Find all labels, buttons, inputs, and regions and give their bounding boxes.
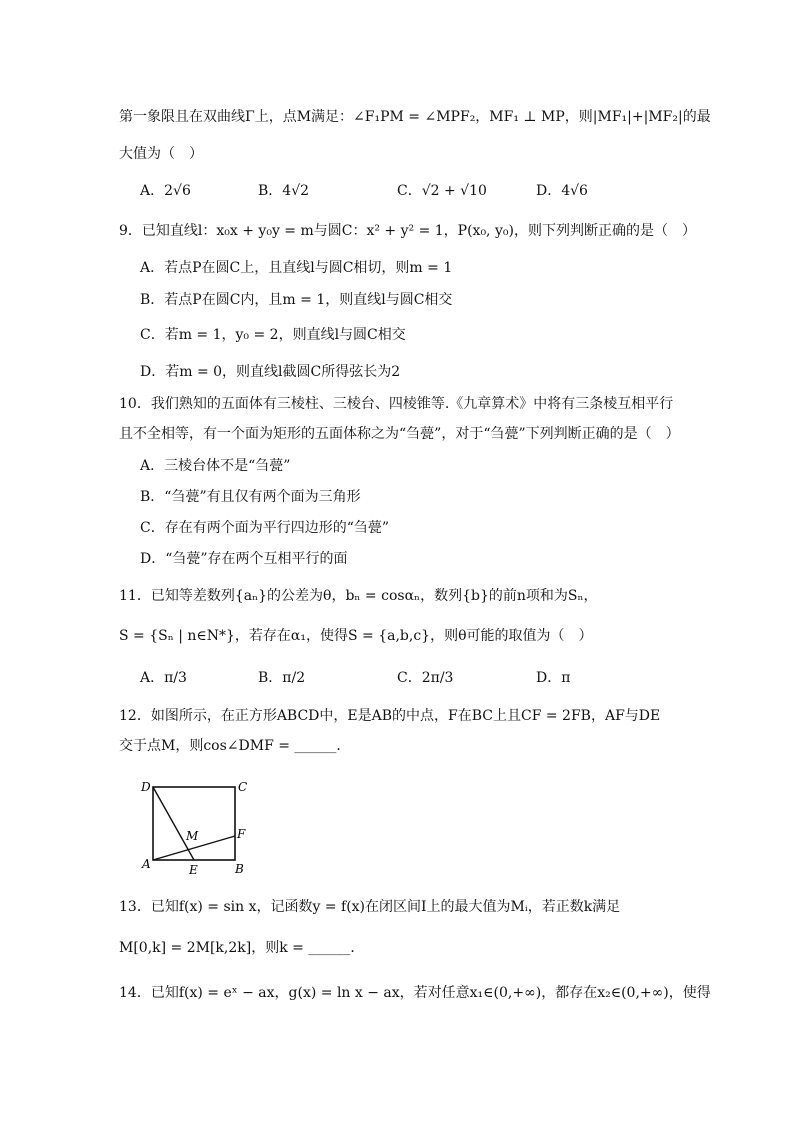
q11-option-a: A．π/3 xyxy=(140,670,187,686)
q9-option-b: B．若点P在圆C内，且m = 1，则直线l与圆C相交 xyxy=(140,292,453,308)
q11-option-c: C．2π/3 xyxy=(397,670,454,686)
q8-option-d: D．4√6 xyxy=(536,183,588,199)
q12-stem-2: 交于点M，则cos∠DMF = ______． xyxy=(119,738,351,754)
label-d: D xyxy=(141,780,151,794)
q10-option-d: D．“刍甍”存在两个互相平行的面 xyxy=(140,551,348,567)
q14-stem-1: 14．已知f(x) = eˣ − ax，g(x) = ln x − ax，若对任意x₁∈(0,+∞)，都存在x₂∈(0,+∞)，使得 xyxy=(119,985,711,1001)
q9-option-c: C．若m = 1，y₀ = 2，则直线l与圆C相交 xyxy=(140,327,406,343)
q11-option-b: B．π/2 xyxy=(258,670,306,686)
q9-option-a: A．若点P在圆C上，且直线l与圆C相切，则m = 1 xyxy=(140,260,453,276)
q11-stem-2: S = {Sₙ | n∈N*}，若存在α₁，使得S = {a,b,c}，则θ可能的取值为（ ） xyxy=(119,628,593,644)
label-m: M xyxy=(186,829,199,843)
square-abcd xyxy=(153,787,235,860)
q8-stem-end: 大值为（ ） xyxy=(119,146,203,162)
q12-stem-1: 12．如图所示，在正方形ABCD中，E是AB的中点，F在BC上且CF = 2FB，AF与DE xyxy=(119,708,661,724)
q8-stem-cont: 第一象限且在双曲线Γ上，点M满足：∠F₁PM = ∠MPF₂，MF₁ ⊥ MP，则|MF₁|+|MF₂|的最 xyxy=(119,109,711,125)
square-figure xyxy=(138,776,258,878)
segment-de xyxy=(153,787,194,860)
q13-stem-1: 13．已知f(x) = sin x，记函数y = f(x)在闭区间I上的最大值为Mᵢ，若正数k满足 xyxy=(119,899,621,915)
q9-stem: 9．已知直线l：x₀x + y₀y = m与圆C：x² + y² = 1，P(x₀, y₀)，则下列判断正确的是（ ） xyxy=(119,223,696,239)
label-a: A xyxy=(142,857,151,871)
q10-option-a: A．三棱台体不是“刍甍” xyxy=(140,458,291,474)
label-c: C xyxy=(238,780,248,794)
q11-option-d: D．π xyxy=(536,670,571,686)
label-b: B xyxy=(235,862,244,876)
q13-stem-2: M[0,k] = 2M[k,2k]，则k = ______． xyxy=(119,940,365,956)
q8-option-b: B．4√2 xyxy=(258,183,310,199)
q8-option-c: C．√2 + √10 xyxy=(397,183,487,199)
q10-option-c: C．存在有两个面为平行四边形的“刍甍” xyxy=(140,520,390,536)
label-f: F xyxy=(237,827,246,841)
q8-option-a: A．2√6 xyxy=(140,183,191,199)
label-e: E xyxy=(189,863,198,877)
q9-option-d: D．若m = 0，则直线l截圆C所得弦长为2 xyxy=(140,364,401,380)
q10-option-b: B．“刍甍”有且仅有两个面为三角形 xyxy=(140,489,361,505)
q10-stem-1: 10．我们熟知的五面体有三棱柱、三棱台、四棱锥等.《九章算术》中将有三条棱互相平行 xyxy=(119,396,674,412)
q10-stem-2: 且不全相等，有一个面为矩形的五面体称之为“刍甍”，对于“刍甍”下列判断正确的是（ ） xyxy=(119,426,680,442)
q11-stem-1: 11．已知等差数列{aₙ}的公差为θ，bₙ = cosαₙ，数列{b}的前n项和为Sₙ， xyxy=(119,588,598,604)
